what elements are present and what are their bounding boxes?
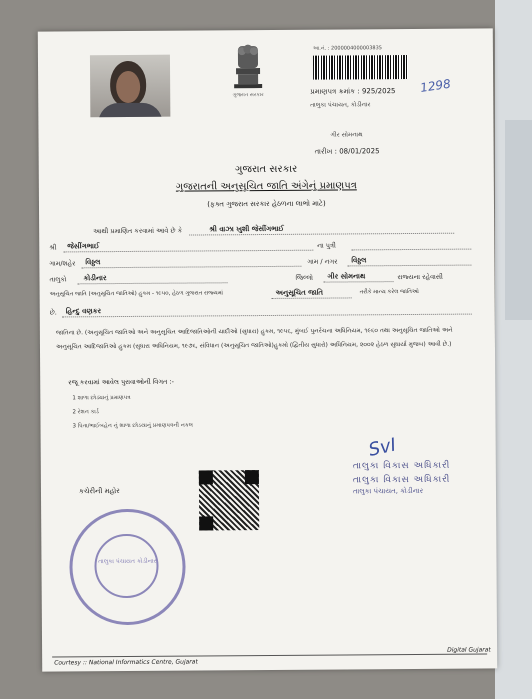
district-value: ગીર સોમનાથ [327, 272, 366, 281]
category-suffix: તરીકે માન્ય કરેલ જાતિઓ [359, 288, 419, 296]
footer-divider [52, 653, 487, 657]
signatory-office: તાલુકા પંચાયત, કોડીનાર [352, 486, 424, 496]
taluka-value: કોડીનાર [83, 274, 107, 283]
certificate-title: ગુજરાતની અનુસૂચિત જાતિ અંગેનું પ્રમાણપત્ર [175, 180, 357, 193]
office-stamp-label: કચેરીની મહોર [78, 487, 120, 496]
state-emblem-icon [228, 42, 268, 94]
state-suffix: રાજ્યના રહેવાસી [397, 272, 443, 282]
courtesy-text: Courtesy :: National Informatics Centre, Gujarat [54, 658, 198, 667]
village-value-2: વિઠ્ઠલ [351, 256, 367, 265]
village-label: ગામ/શહેર [49, 259, 76, 268]
stamp-text: તાલુકા પંચાયત કોડીનાર [98, 557, 157, 566]
signatory-designation-stamp: તાલુકા વિકાસ અધિકારી [352, 474, 451, 486]
issue-date: તારીખ : 08/01/2025 [314, 147, 380, 156]
order-text: અનુસૂચિત જાતિ (અનુસૂચિત જાતિઓ) હુકમ - ૧૯૫૦, હેઠળ ગુજરાત રાજ્યમાં [49, 290, 223, 298]
background-paper-stack [505, 120, 532, 320]
caste-value: હિન્દુ વણકર [65, 307, 102, 316]
caste-label: છે. [49, 308, 57, 317]
government-heading: ગુજરાત સરકાર [235, 163, 298, 176]
handwritten-note: 1298 [419, 76, 452, 95]
applicant-name: શ્રી વાઝા ખુશી જેસીંગભાઈ [209, 224, 284, 234]
issuing-place: ગીર સોમનાથ [330, 131, 363, 139]
village-value: વિઠ્ઠલ [85, 258, 101, 267]
relation-label: ના પુત્રી [317, 241, 336, 250]
legal-paragraph: જાતિના છે. (અનુસૂચિત જાતિઓ અને અનુસૂચિત આદિજાતિઓની યાદીઓ (સુધારા) હુકમ, ૧૯૫૬, મુંબઈ પુનર્રચના અધિનિયમ, ૧૯૬૦ તથા અનુસૂચિત જાતિઓ અને અનુસૂચિત આદિજાતિઓ હુકમ (સુધારા અધિનિયમ, ૧૯૭૬, સંવિધાન (અનુસૂચિત જાતિઓ)હુકમો (દ્વિતીય સુધારો) અધિનિયમ, ૨૦૦૨ હેઠળ સુધાર્યા મુજબ) આવી છે.) [55, 326, 453, 351]
taluka-label: તાલુકો [49, 275, 67, 284]
document-item: 2 રેશન કાર્ડ [72, 409, 99, 416]
document-item: 1 શાળા છોડ્યાનું પ્રમાણપત્ર [72, 394, 131, 402]
application-number: આ.નં. : 2000004000003835 [312, 45, 382, 52]
certificate-number: પ્રમાણપત્ર ક્રમાંક : 925/2025 [310, 87, 396, 96]
district-label: જિલ્લો [295, 273, 314, 282]
document-item: 3 પિતા/ભાઈબહેન નું શાળા છોડયાનું પ્રમાણપત્રની નકલ [72, 422, 193, 430]
father-prefix: શ્રી [49, 243, 57, 252]
category-value: અનુસૂચિત જાતિ [275, 288, 324, 297]
qr-code [199, 470, 259, 530]
signatory-designation: તાલુકા વિકાસ અધિકારી [352, 460, 451, 472]
digital-gujarat-label: Digital Gujarat [447, 646, 491, 654]
emblem-caption: ગુજરાત સરકાર [232, 92, 264, 99]
documents-title: રજૂ કરવામાં આવેલ પુરાવાઓની વિગત :- [68, 377, 174, 387]
issuing-office: તાલુકા પંચાયત, કોડીનાર [310, 101, 371, 109]
father-name: જેસીંગભાઈ [67, 242, 100, 251]
barcode [313, 55, 408, 80]
office-stamp [69, 509, 186, 626]
intro-text: આથી પ્રમાણિત કરવામાં આવે છે કે [93, 226, 183, 236]
background-right [495, 0, 532, 699]
certificate-page [38, 28, 497, 671]
applicant-photo [90, 55, 170, 118]
signature: SvI [366, 434, 399, 461]
certificate-subtitle: (ફક્ત ગુજરાત સરકાર હેઠળના લાભો માટે) [207, 199, 326, 209]
village-label-2: ગામ / નગર [307, 257, 338, 266]
